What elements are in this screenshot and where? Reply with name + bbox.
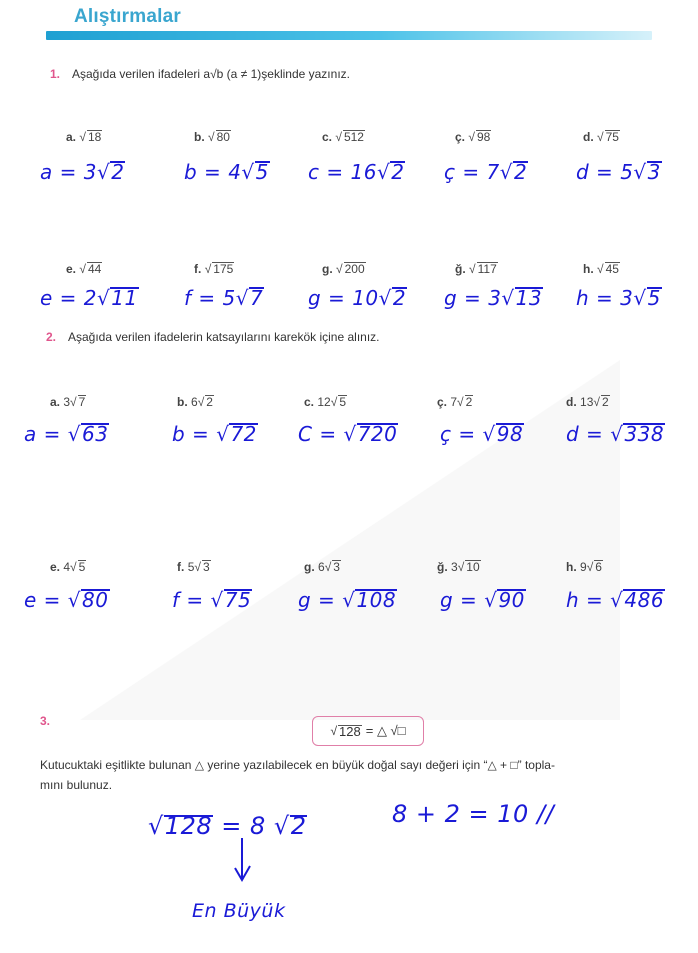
q1-item-10: h. √ 45 <box>583 262 619 276</box>
answer-radicand: 63 <box>82 422 109 446</box>
answer-var: g <box>444 286 458 310</box>
q2-item-coef: 7 <box>450 395 458 409</box>
equation-box-right: = △ √□ <box>365 723 406 738</box>
answer-radicand: 2 <box>391 160 405 184</box>
answer-var: d <box>576 160 590 184</box>
q2-item-5: d. 13√ 2 <box>566 395 609 409</box>
handwritten-sum: 8 + 2 = 10 // <box>392 800 555 828</box>
answer-coef: 3 <box>620 286 634 310</box>
answer-var: b <box>172 422 186 446</box>
answer-coef: 16 <box>350 160 377 184</box>
q2-handwritten-answer: d = √338 <box>566 422 665 446</box>
answer-radicand: 90 <box>498 588 525 612</box>
answer-var: ç <box>444 160 456 184</box>
q2-handwritten-answer: C = √720 <box>298 422 398 446</box>
q2-item-label: e. <box>50 560 61 574</box>
answer-var: f <box>172 588 180 612</box>
q2-item-coef: 6 <box>318 560 325 574</box>
answer-equals: = <box>321 286 353 310</box>
q2-item-coef: 5 <box>187 560 195 574</box>
q1-item-label: ç. <box>455 130 466 144</box>
answer-equals: = <box>589 160 621 184</box>
q2-item-label: b. <box>177 395 188 409</box>
answer-radicand: 75 <box>224 588 252 612</box>
q1-handwritten-answer: g = 10√2 <box>308 286 407 310</box>
q1-item-label: g. <box>322 262 333 276</box>
q2-item-coef: 13 <box>580 395 594 409</box>
answer-equals: = <box>451 422 483 446</box>
handwritten-note-en-buyuk: En Büyük <box>192 900 286 922</box>
q1-item-8: g. √ 200 <box>322 262 365 276</box>
q1-item-1: a. √ 18 <box>66 130 102 144</box>
answer-coef: 5 <box>222 286 236 310</box>
q2-item-radicand: 5 <box>78 560 86 574</box>
answer-equals: = <box>179 588 211 612</box>
answer-var: d <box>566 422 580 446</box>
q1-item-radicand: 175 <box>213 262 234 276</box>
q2-item-8: g. 6√ 3 <box>304 560 340 574</box>
q2-item-3: c. 12√ 5 <box>304 395 346 409</box>
answer-var: c <box>308 160 320 184</box>
answer-radicand: 720 <box>357 422 398 446</box>
q2-item-coef: 3 <box>451 560 458 574</box>
q2-item-label: a. <box>50 395 61 409</box>
q1-item-label: c. <box>322 130 333 144</box>
answer-equals: = <box>579 588 611 612</box>
q1-item-6: e. √ 44 <box>66 262 102 276</box>
q2-item-radicand: 7 <box>78 395 86 409</box>
answer-coef: 4 <box>228 160 242 184</box>
answer-equals: = <box>453 588 485 612</box>
answer-equals: = <box>197 160 229 184</box>
answer-var: ç <box>440 422 452 446</box>
answer-radicand: 2 <box>513 160 528 184</box>
q2-item-label: c. <box>304 395 315 409</box>
q1-handwritten-answer: b = 4√5 <box>184 160 269 184</box>
answer-coef: 3 <box>488 286 502 310</box>
q2-handwritten-answer: f = √75 <box>172 588 252 612</box>
answer-radicand: 98 <box>496 422 524 446</box>
hw-left-radicand: 128 <box>164 812 213 840</box>
question-1-text: Aşağıda verilen ifadeleri a√b (a ≠ 1)şeklinde yazınız. <box>72 67 350 81</box>
answer-var: g <box>298 588 312 612</box>
q2-item-4: ç. 7√ 2 <box>437 395 473 409</box>
answer-var: b <box>184 160 198 184</box>
answer-radicand: 5 <box>647 286 661 310</box>
answer-var: g <box>308 286 322 310</box>
answer-var: e <box>40 286 53 310</box>
q2-item-1: a. 3√ 7 <box>50 395 86 409</box>
answer-radicand: 2 <box>392 286 407 310</box>
q2-item-radicand: 2 <box>206 395 213 409</box>
answer-equals: = <box>36 422 68 446</box>
answer-radicand: 11 <box>111 286 138 310</box>
answer-radicand: 7 <box>250 286 264 310</box>
q1-handwritten-answer: g = 3√13 <box>444 286 543 310</box>
answer-equals: = <box>52 160 84 184</box>
q2-item-coef: 6 <box>191 395 198 409</box>
answer-coef: 10 <box>352 286 379 310</box>
question-3-text-line1: Kutucuktaki eşitlikte bulunan △ yerine yazılabilecek en büyük doğal sayı değeri için “△ + □” topla- <box>40 758 555 772</box>
q2-item-radicand: 2 <box>465 395 473 409</box>
answer-equals: = <box>311 588 343 612</box>
answer-equals: = <box>319 160 351 184</box>
answer-coef: 3 <box>83 160 97 184</box>
answer-equals: = <box>185 422 217 446</box>
q1-item-4: ç. √ 98 <box>455 130 491 144</box>
q2-handwritten-answer: b = √72 <box>172 422 257 446</box>
q2-item-radicand: 3 <box>202 560 210 574</box>
q2-item-label: f. <box>177 560 185 574</box>
answer-coef: 7 <box>486 160 500 184</box>
answer-equals: = <box>312 422 344 446</box>
q2-item-radicand: 10 <box>466 560 480 574</box>
q2-item-6: e. 4√ 5 <box>50 560 86 574</box>
q1-item-label: d. <box>583 130 594 144</box>
q1-item-label: e. <box>66 262 77 276</box>
q1-item-label: h. <box>583 262 594 276</box>
page-title: Alıştırmalar <box>74 6 181 27</box>
q1-item-5: d. √ 75 <box>583 130 619 144</box>
q2-item-radicand: 2 <box>601 395 609 409</box>
question-3-text-line2: mını bulunuz. <box>40 778 113 792</box>
question-3-number: 3. <box>40 714 51 728</box>
q2-handwritten-answer: g = √108 <box>298 588 397 612</box>
handwritten-arrow-down-icon <box>232 836 256 884</box>
q2-item-radicand: 3 <box>333 560 340 574</box>
answer-equals: = <box>52 286 84 310</box>
question-2-number: 2. <box>46 330 57 344</box>
q2-item-radicand: 5 <box>339 395 346 409</box>
q2-item-7: f. 5√ 3 <box>177 560 210 574</box>
q1-item-label: f. <box>194 262 202 276</box>
answer-equals: = <box>455 160 487 184</box>
q1-handwritten-answer: c = 16√2 <box>308 160 405 184</box>
hw-equals-coef: = 8 <box>221 812 266 840</box>
question-1-number: 1. <box>50 67 61 81</box>
q2-handwritten-answer: h = √486 <box>566 588 665 612</box>
answer-radicand: 2 <box>111 160 125 184</box>
q1-item-label: b. <box>194 130 205 144</box>
q2-item-label: ğ. <box>437 560 448 574</box>
q2-item-label: h. <box>566 560 577 574</box>
q1-item-radicand: 18 <box>87 130 102 144</box>
q1-item-radicand: 45 <box>605 262 619 276</box>
q1-handwritten-answer: h = 3√5 <box>576 286 661 310</box>
answer-radicand: 13 <box>515 286 543 310</box>
title-underline-bar <box>46 31 652 40</box>
answer-var: a <box>40 160 53 184</box>
q1-handwritten-answer: e = 2√11 <box>40 286 138 310</box>
answer-equals: = <box>589 286 621 310</box>
q2-item-2: b. 6√ 2 <box>177 395 213 409</box>
equation-box: √ 128 = △ √□ <box>312 716 424 746</box>
q1-item-radicand: 75 <box>605 130 619 144</box>
answer-radicand: 3 <box>647 160 661 184</box>
q2-item-9: ğ. 3√ 10 <box>437 560 480 574</box>
answer-equals: = <box>36 588 68 612</box>
answer-radicand: 80 <box>82 588 109 612</box>
answer-coef: 2 <box>83 286 98 310</box>
q2-item-10: h. 9√ 6 <box>566 560 602 574</box>
answer-radicand: 486 <box>624 588 665 612</box>
hw-right-radicand: 2 <box>290 812 307 840</box>
answer-var: a <box>24 422 37 446</box>
answer-equals: = <box>457 286 489 310</box>
q1-handwritten-answer: ç = 7√2 <box>444 160 528 184</box>
q2-item-coef: 9 <box>580 560 587 574</box>
q2-item-label: ç. <box>437 395 448 409</box>
q1-item-7: f. √ 175 <box>194 262 234 276</box>
watermark-shape <box>80 360 620 720</box>
q2-item-label: d. <box>566 395 577 409</box>
q1-item-9: ğ. √ 117 <box>455 262 497 276</box>
q2-handwritten-answer: g = √90 <box>440 588 525 612</box>
equation-box-radicand: 128 <box>339 723 361 739</box>
answer-equals: = <box>191 286 223 310</box>
q1-item-radicand: 44 <box>87 262 102 276</box>
q2-item-coef: 4 <box>63 560 71 574</box>
q1-handwritten-answer: d = 5√3 <box>576 160 661 184</box>
answer-var: h <box>566 588 580 612</box>
q2-handwritten-answer: ç = √98 <box>440 422 524 446</box>
q1-item-radicand: 512 <box>343 130 364 144</box>
answer-var: e <box>24 588 37 612</box>
answer-var: C <box>298 422 313 446</box>
q1-item-radicand: 200 <box>344 262 365 276</box>
answer-radicand: 5 <box>255 160 269 184</box>
answer-radicand: 108 <box>356 588 397 612</box>
q1-handwritten-answer: a = 3√2 <box>40 160 125 184</box>
q2-item-coef: 12 <box>317 395 331 409</box>
q1-item-label: ğ. <box>455 262 466 276</box>
q1-item-2: b. √ 80 <box>194 130 230 144</box>
q1-item-radicand: 80 <box>216 130 230 144</box>
answer-coef: 5 <box>620 160 634 184</box>
q2-item-coef: 3 <box>63 395 71 409</box>
handwritten-simplification: √128 = 8 √2 <box>148 812 307 840</box>
q2-handwritten-answer: e = √80 <box>24 588 109 612</box>
q2-handwritten-answer: a = √63 <box>24 422 109 446</box>
answer-var: g <box>440 588 454 612</box>
q2-item-radicand: 6 <box>595 560 602 574</box>
q1-item-3: c. √ 512 <box>322 130 364 144</box>
answer-var: f <box>184 286 192 310</box>
answer-var: h <box>576 286 590 310</box>
q1-item-radicand: 117 <box>477 262 497 276</box>
q1-handwritten-answer: f = 5√7 <box>184 286 264 310</box>
q1-item-label: a. <box>66 130 77 144</box>
answer-radicand: 72 <box>230 422 257 446</box>
answer-radicand: 338 <box>624 422 665 446</box>
answer-equals: = <box>579 422 611 446</box>
q1-item-radicand: 98 <box>476 130 491 144</box>
question-2-text: Aşağıda verilen ifadelerin katsayılarını karekök içine alınız. <box>68 330 380 344</box>
q2-item-label: g. <box>304 560 315 574</box>
